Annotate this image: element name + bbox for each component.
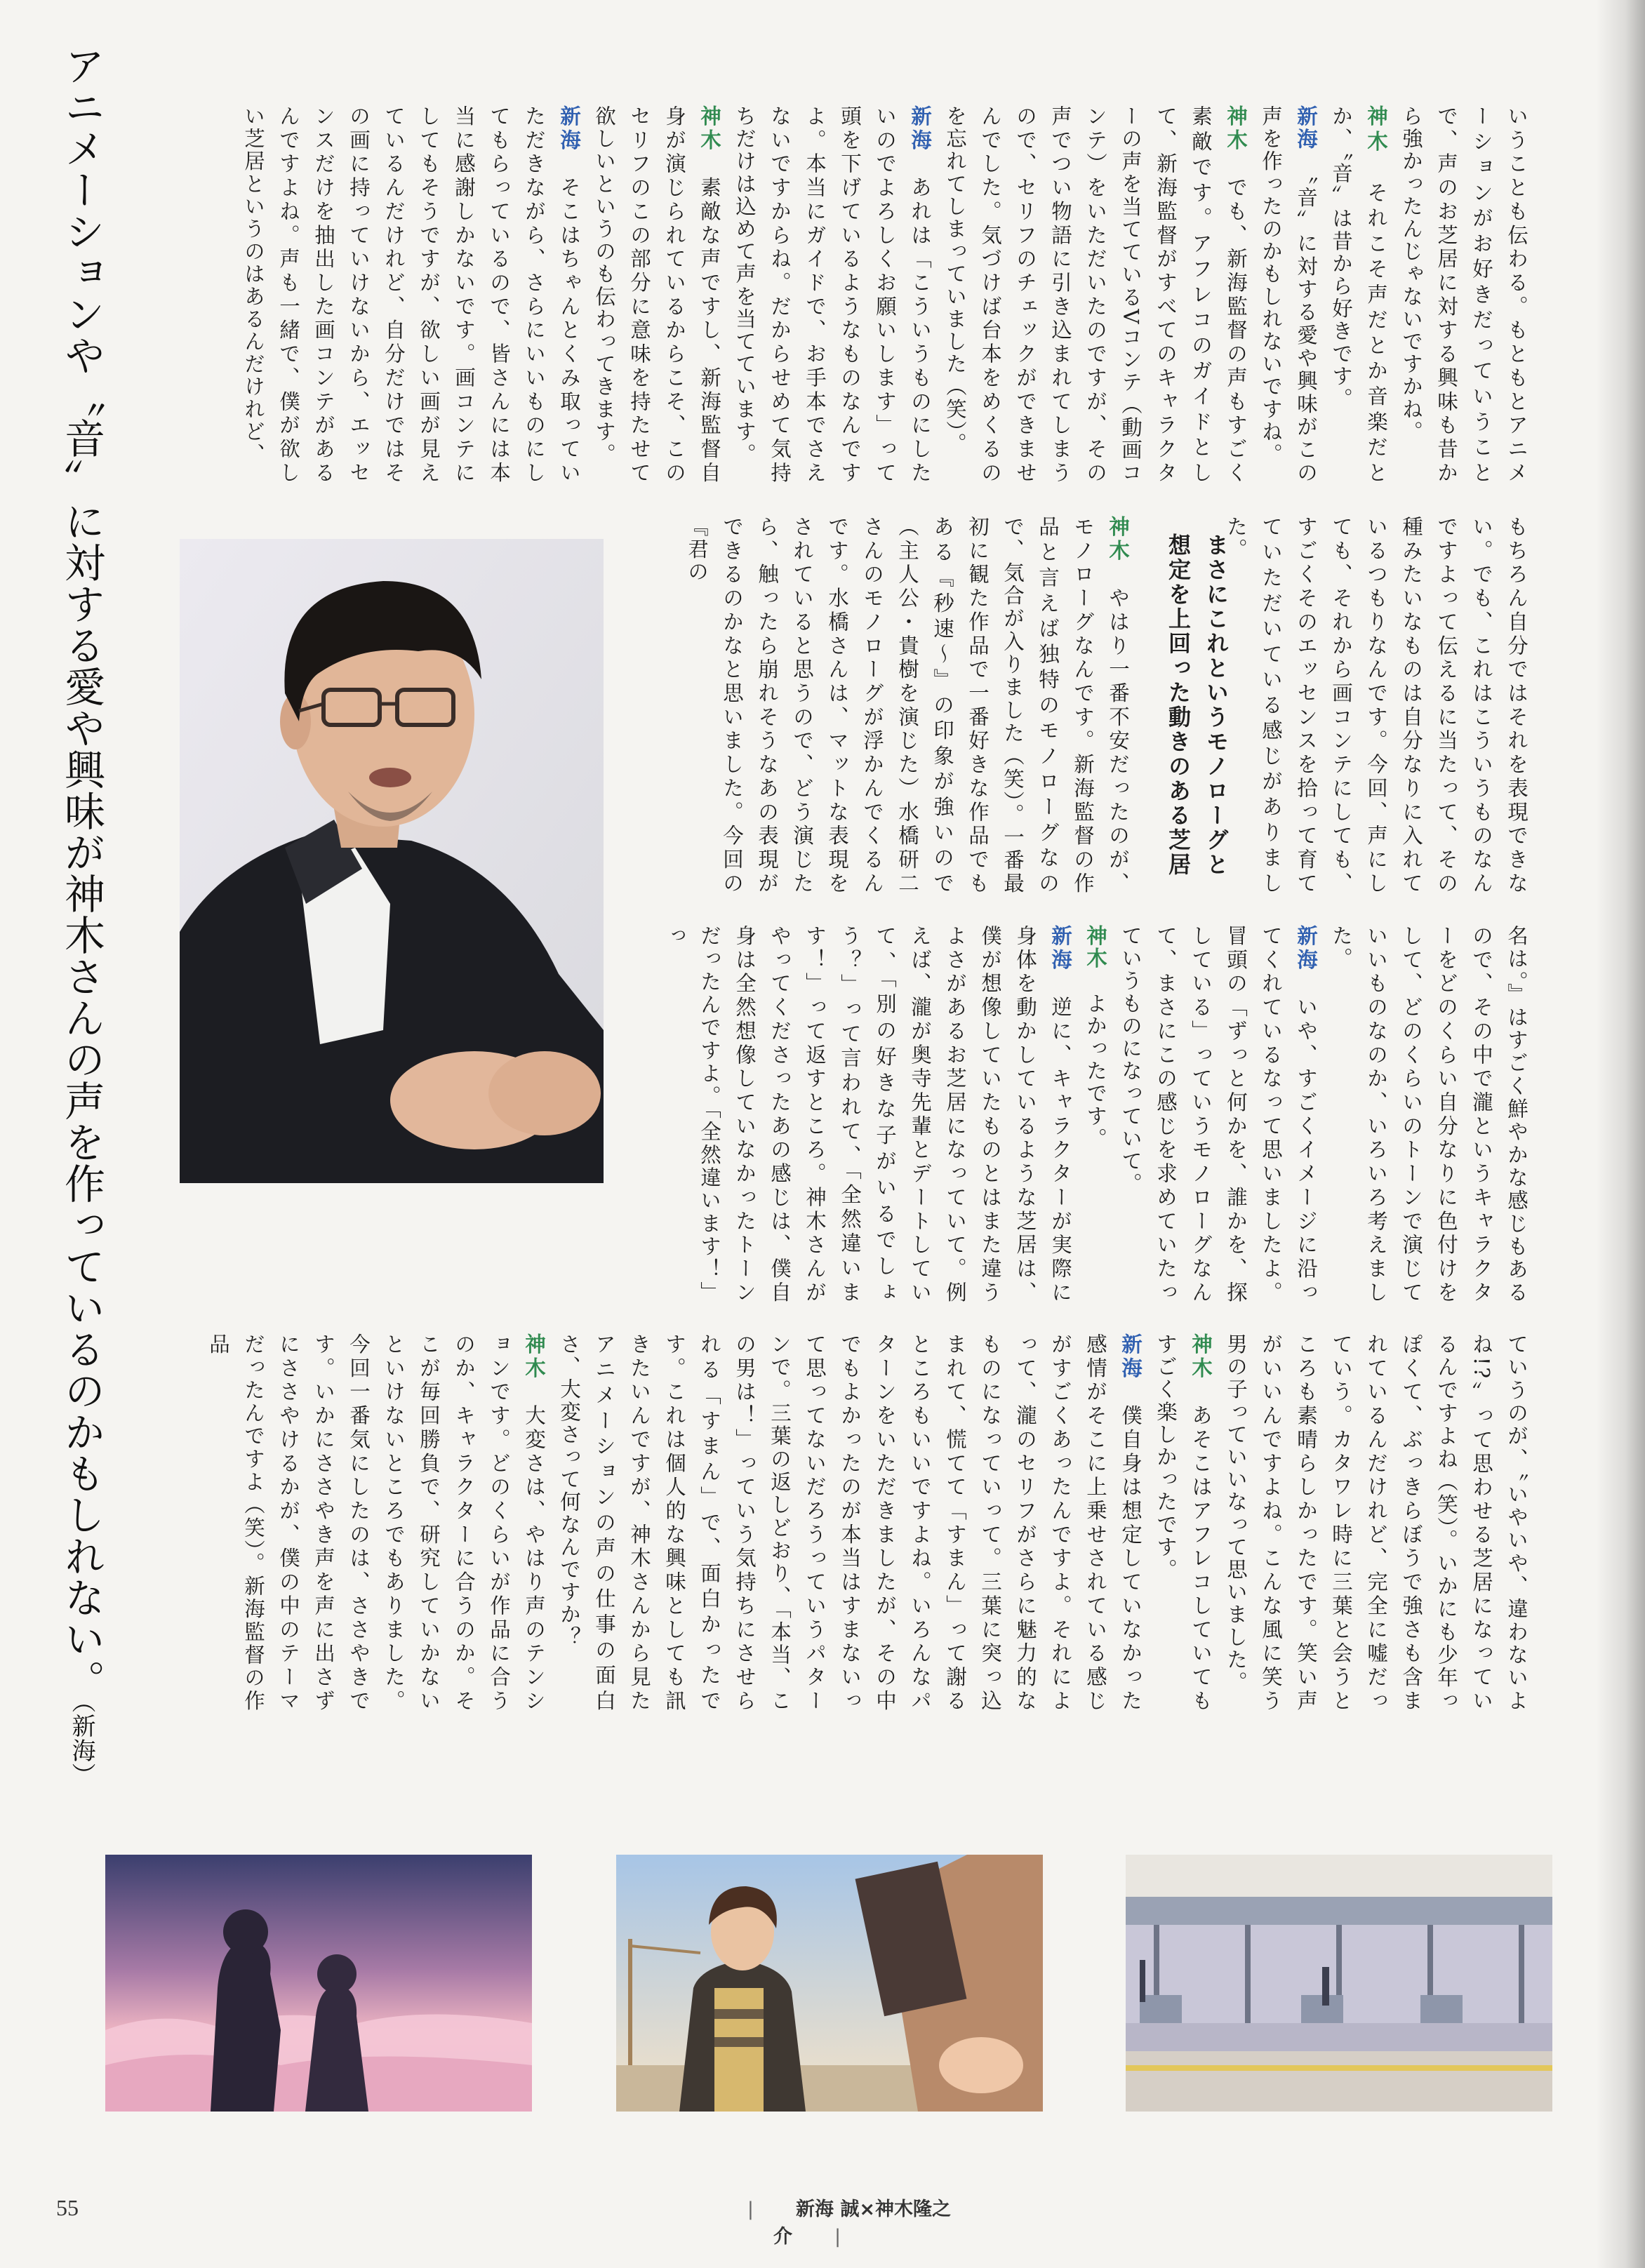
paragraph-text: 素敵な声ですし、新海監督自身が演じられているからこそ、このセリフのこの部分に意味を持たせて欲しいというのも伝わってきます。 (592, 105, 721, 484)
interview-paragraph (201, 1333, 552, 1712)
interview-paragraph (1218, 516, 1534, 895)
paragraph-text: いや、すごくイメージに沿ってくれているなって思いましたよ。冒頭の「ずっと何かを、誰かを、探している」っていうモノローグなんて、まさにこの感じを求めていたっていうものになっていて。 (1119, 925, 1318, 1304)
speaker-label: 神木 (698, 105, 721, 153)
article-column-bottom-right (658, 925, 1534, 1304)
interview-paragraph (1148, 1333, 1218, 1712)
pull-quote-text: アニメーションや〝音〟に対する愛や興味が神木さんの声を作っているのかもしれない。 (58, 45, 105, 1701)
speaker-label: 新海 (1119, 1333, 1143, 1381)
film-still-city-illustration (616, 1855, 1043, 2112)
paragraph-text: 名は。』はすごく鮮やかな感じもあるので、その中で瀧というキャラクターをどのくらい自分なりに色付けをして、どのくらいのトーンで演じていいものなのか、いろいろ考えました。 (1329, 925, 1529, 1304)
paragraph-text: やはり一番不安だったのが、モノローグなんです。新海監督の作品と言えば独特のモノローグなので、気合が入りました（笑）。一番最初に観た作品で一番好きな作品でもある『秒速～』の印象が強いので（主人公・貴樹を演じた）水橋研二さんのモノローグが浮かんでくるんです。水橋さんは、マットな表現をされていると思うので、どう演じたら、触ったら崩れそうなあの表現ができるのかなと思いました。今回の『君の (685, 516, 1130, 895)
paragraph-text: 大変さは、やはり声のテンションです。どのくらいが作品に合うのか、キャラクターに合うのか。そこが毎回勝負で、研究していかないといけないところでもありました。今回一番気にしたのは、ささやきです。いかにささやき声を声に出さずにささやけるかが、僕の中のテーマだったんですよ（笑）。新海監督の作品 (206, 1333, 546, 1712)
section-heading (1151, 533, 1235, 912)
film-still-station-illustration (1126, 1855, 1552, 2112)
speaker-label: 新海 (1294, 105, 1318, 152)
article-column-middle-left (658, 516, 1135, 895)
interview-paragraph (727, 105, 938, 484)
speaker-label: 神木 (1106, 516, 1130, 563)
speaker-label: 神木 (1364, 105, 1388, 156)
interview-paragraph (679, 516, 1135, 895)
interview-paragraph (1113, 925, 1324, 1304)
portrait-photo (180, 539, 604, 1183)
binding-shadow (1596, 0, 1645, 2268)
film-still-city (616, 1855, 1043, 2112)
speaker-label: 神木 (522, 1333, 546, 1381)
paragraph-text: 〝音〟に対する愛や興味がこの声を作ったのかもしれないですね。 (1259, 105, 1318, 485)
pull-quote-credit: （新海） (67, 1701, 95, 1787)
footer-divider-right: | (834, 2226, 841, 2248)
interview-paragraph (1078, 925, 1113, 1304)
footer-divider-left: | (747, 2199, 754, 2220)
interview-paragraph (236, 105, 587, 484)
speaker-label: 神木 (1224, 105, 1248, 153)
paragraph-text: いうことも伝わる。もともとアニメーションがお好きだっていうことで、声のお芝居に対する興味も昔から強かったんじゃないですかね。 (1399, 105, 1529, 484)
paragraph-text: でも、新海監督の声もすごく素敵です。アフレコのガイドとして、新海監督がすべてのキャラクターの声を当てているVコンテ（動画コンテ）をいただいたのですが、その声でつい物語に引き込まれてしまうので、セリフのチェックができませんでした。気づけば台本をめくるのを忘れてしまっていました（笑）。 (943, 105, 1248, 484)
paragraph-text: あそこはアフレコしていてもすごく楽しかったです。 (1154, 1333, 1213, 1712)
interview-paragraph (1394, 105, 1534, 484)
interview-paragraph (587, 105, 727, 484)
article-column-top (180, 105, 1534, 484)
pull-quote (53, 45, 109, 1787)
running-footer (660, 2194, 997, 2248)
interview-paragraph (552, 1333, 1148, 1712)
article-column-bottom-left (180, 1333, 1534, 1712)
paragraph-text: 逆に、キャラクターが実際に身体を動かしているような芝居は、僕が想像していたものとはまた違うよさがあるお芝居になっていて。例えば、瀧が奥寺先輩とデートしていて、「別の好きな子がいるでしょう？」って言われて、「全然違います！」って返すところ。神木さんがやってくださったあの感じは、僕自身は全然想像していなかったトーンだったんですよ。「全然違います！」っ (662, 925, 1072, 1304)
paragraph-text: ていうのが、〝いやいや、違わないよね!?〟って思わせる芝居になっているんですよね（笑）。いかにも少年っぽくて、ぶっきらぼうで強さも含まれているんだけれど、完全に嘘だっていう。カタワレ時に三葉と会うところも素晴らしかったです。笑い声がいいんですよね。こんな風に笑う男の子っていいなって思いました。 (1224, 1333, 1529, 1712)
interview-paragraph (1324, 105, 1394, 484)
interview-paragraph (1324, 925, 1534, 1304)
paragraph-text: そこはちゃんとくみ取っていただきながら、さらにいいものにしてもらっているので、皆さんには本当に感謝しかないです。画コンテにしてもそうですが、欲しい画が見えているんだけれど、自分だけではその画に持っていけないから、エッセンスだけを抽出した画コンテがあるんですよね。声も一緒で、僕が欲しい芝居というのはあるんだけれど、 (241, 105, 581, 484)
article-column-middle-right (1224, 516, 1534, 895)
footer-title: 新海 誠×神木隆之介 (773, 2199, 952, 2248)
interview-paragraph (1218, 1333, 1534, 1712)
paragraph-text: 僕自身は想定していなかった感情がそこに上乗せされている感じがすごくあったんですよ。それによって、瀧のセリフがさらに魅力的なものになっていって。三葉に突っ込まれて、慌てて「すまん」って謝るところもいいですよね。いろんなパターンをいただきましたが、その中でもよかったのが本当はすまないって思ってないだろうっていうパターンで。三葉の返しどおり、「本当、この男は！」っていう気持ちにさせられる「すまん」で、面白かったです。これは個人的な興味としても訊きたいんですが、神木さんから見たアニメーションの声の仕事の面白さ、大変さって何なんですか？ (557, 1333, 1143, 1712)
speaker-label: 新海 (908, 105, 932, 153)
interview-paragraph (1253, 105, 1324, 484)
paragraph-text: よかったです。 (1084, 992, 1107, 1151)
film-still-station (1126, 1855, 1552, 2112)
section-heading-line-2: 想定を上回った動きのある芝居 (1165, 533, 1192, 877)
paragraph-text: もちろん自分ではそれを表現できない。でも、これはこういうものなんですよって伝えるに当たって、その種みたいなものは自分なりに入れているつもりなんです。今回、声にしても、それから画コンテにしても、すごくそのエッセンスを拾って育てていただいている感じがありました。 (1224, 516, 1529, 895)
paragraph-text: あれは「こういうものにしたいのでよろしくお願いします」って頭を下げているようなものなんですよ。本当にガイドで、お手本でさえないですからね。だからせめて気持ちだけは込めて声を当てています。 (733, 105, 932, 484)
interview-paragraph (657, 925, 1078, 1304)
film-still-twilight-illustration (105, 1855, 532, 2112)
interview-paragraph (938, 105, 1253, 484)
speaker-label: 神木 (1084, 925, 1107, 970)
speaker-label: 新海 (1294, 925, 1318, 973)
portrait-illustration (180, 539, 604, 1183)
speaker-label: 新海 (557, 105, 581, 153)
film-still-twilight (105, 1855, 532, 2112)
speaker-label: 新海 (1048, 925, 1072, 973)
paragraph-text: それこそ声だとか音楽だとか、〝音〟は昔から好きです。 (1329, 105, 1388, 484)
page-number: 55 (56, 2195, 79, 2220)
section-heading-line-1: まさにこれというモノローグと (1203, 533, 1230, 877)
speaker-label: 神木 (1189, 1333, 1213, 1381)
